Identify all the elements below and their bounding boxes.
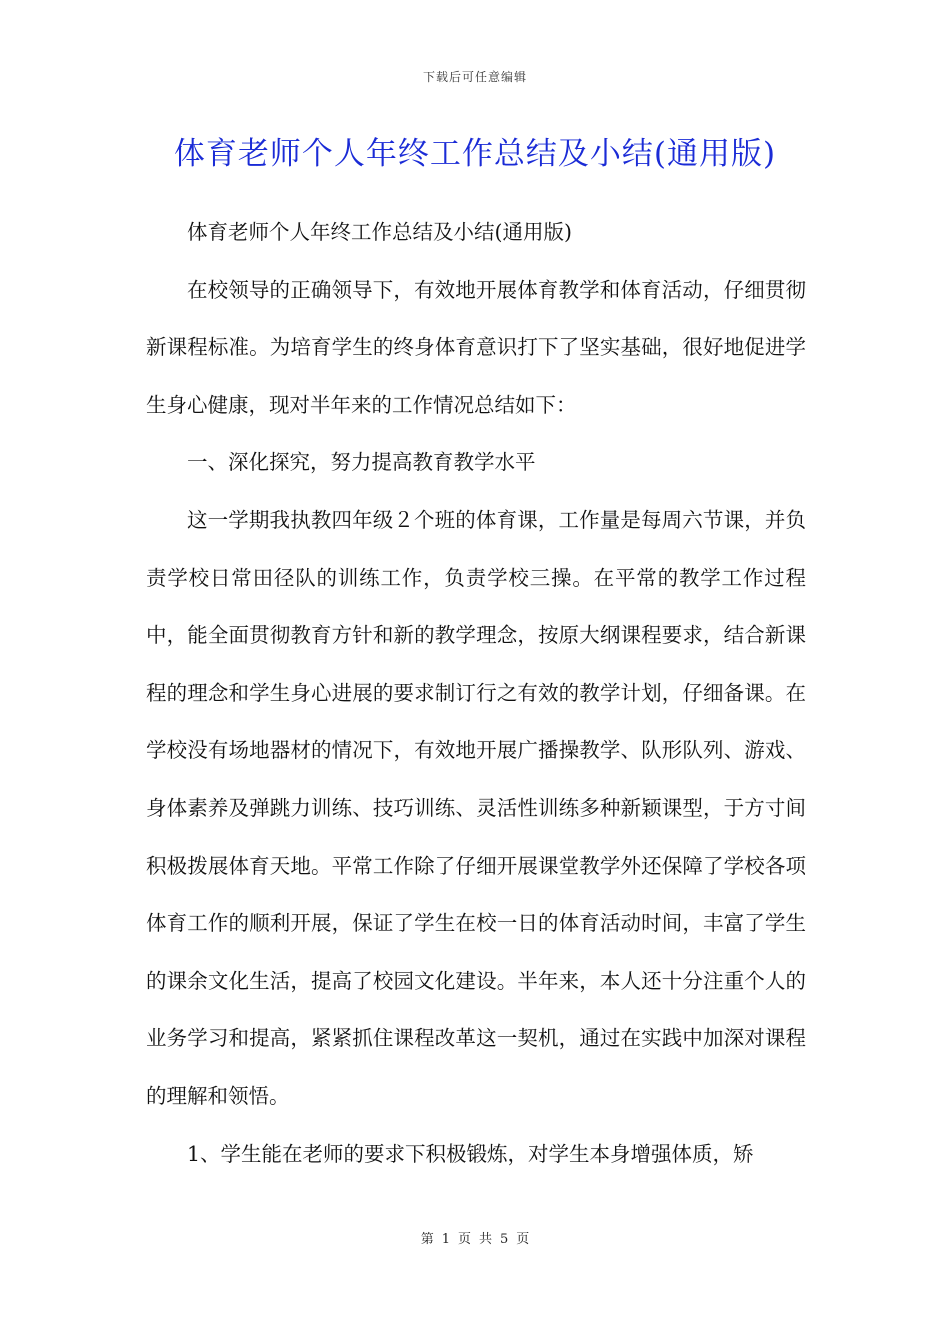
total-pages-number: 5 [500,1232,509,1247]
footer-page-word-2: 页 [516,1232,530,1247]
document-body [146,204,806,1183]
paragraph-section-heading: 一、深化探究，努力提高教育教学水平 [187,450,536,475]
paragraph-item-1: 1、学生能在老师的要求下积极锻炼，对学生本身增强体质，矫 [187,1141,754,1166]
paragraph-subtitle: 体育老师个人年终工作总结及小结(通用版) [187,220,572,244]
page-footer [0,1228,950,1247]
footer-page-word-1: 页 [457,1232,471,1247]
footer-total-word: 共 [479,1232,493,1247]
paragraph-main: 这一学期我执教四年级２个班的体育课，工作量是每周六节课，并负责学校日常田径队的训练工作，负责学校三操。在平常的教学工作过程中，能全面贯彻教育方针和新的教学理念，按原大纲课程要求，结合新课程的理念和学生身心进展的要求制订行之有效的教学计划，仔细备课。在学校没有场地器材的情况下，有效地开展广播操教学、队形队列、游戏、身体素养及弹跳力训练、技巧训练、灵活性训练多种新颖课型，于方寸间积极拨展体育天地。平常工作除了仔细开展课堂教学外还保障了学校各项体育工作的顺利开展，保证了学生在校一日的体育活动时间，丰富了学生的课余文化生活，提高了校园文化建设。半年来，本人还十分注重个人的业务学习和提高，紧紧抓住课程改革这一契机，通过在实践中加深对课程的理解和领悟。 [146,507,806,1108]
header-note: 下载后可任意编辑 [422,70,527,84]
current-page-number: 1 [441,1232,450,1247]
footer-prefix: 第 [420,1232,434,1247]
paragraph-intro: 在校领导的正确领导下，有效地开展体育教学和体育活动，仔细贯彻新课程标准。为培育学生的终身体育意识打下了坚实基础，很好地促进学生身心健康，现对半年来的工作情况总结如下： [146,277,806,417]
document-title: 体育老师个人年终工作总结及小结(通用版) [173,136,777,172]
